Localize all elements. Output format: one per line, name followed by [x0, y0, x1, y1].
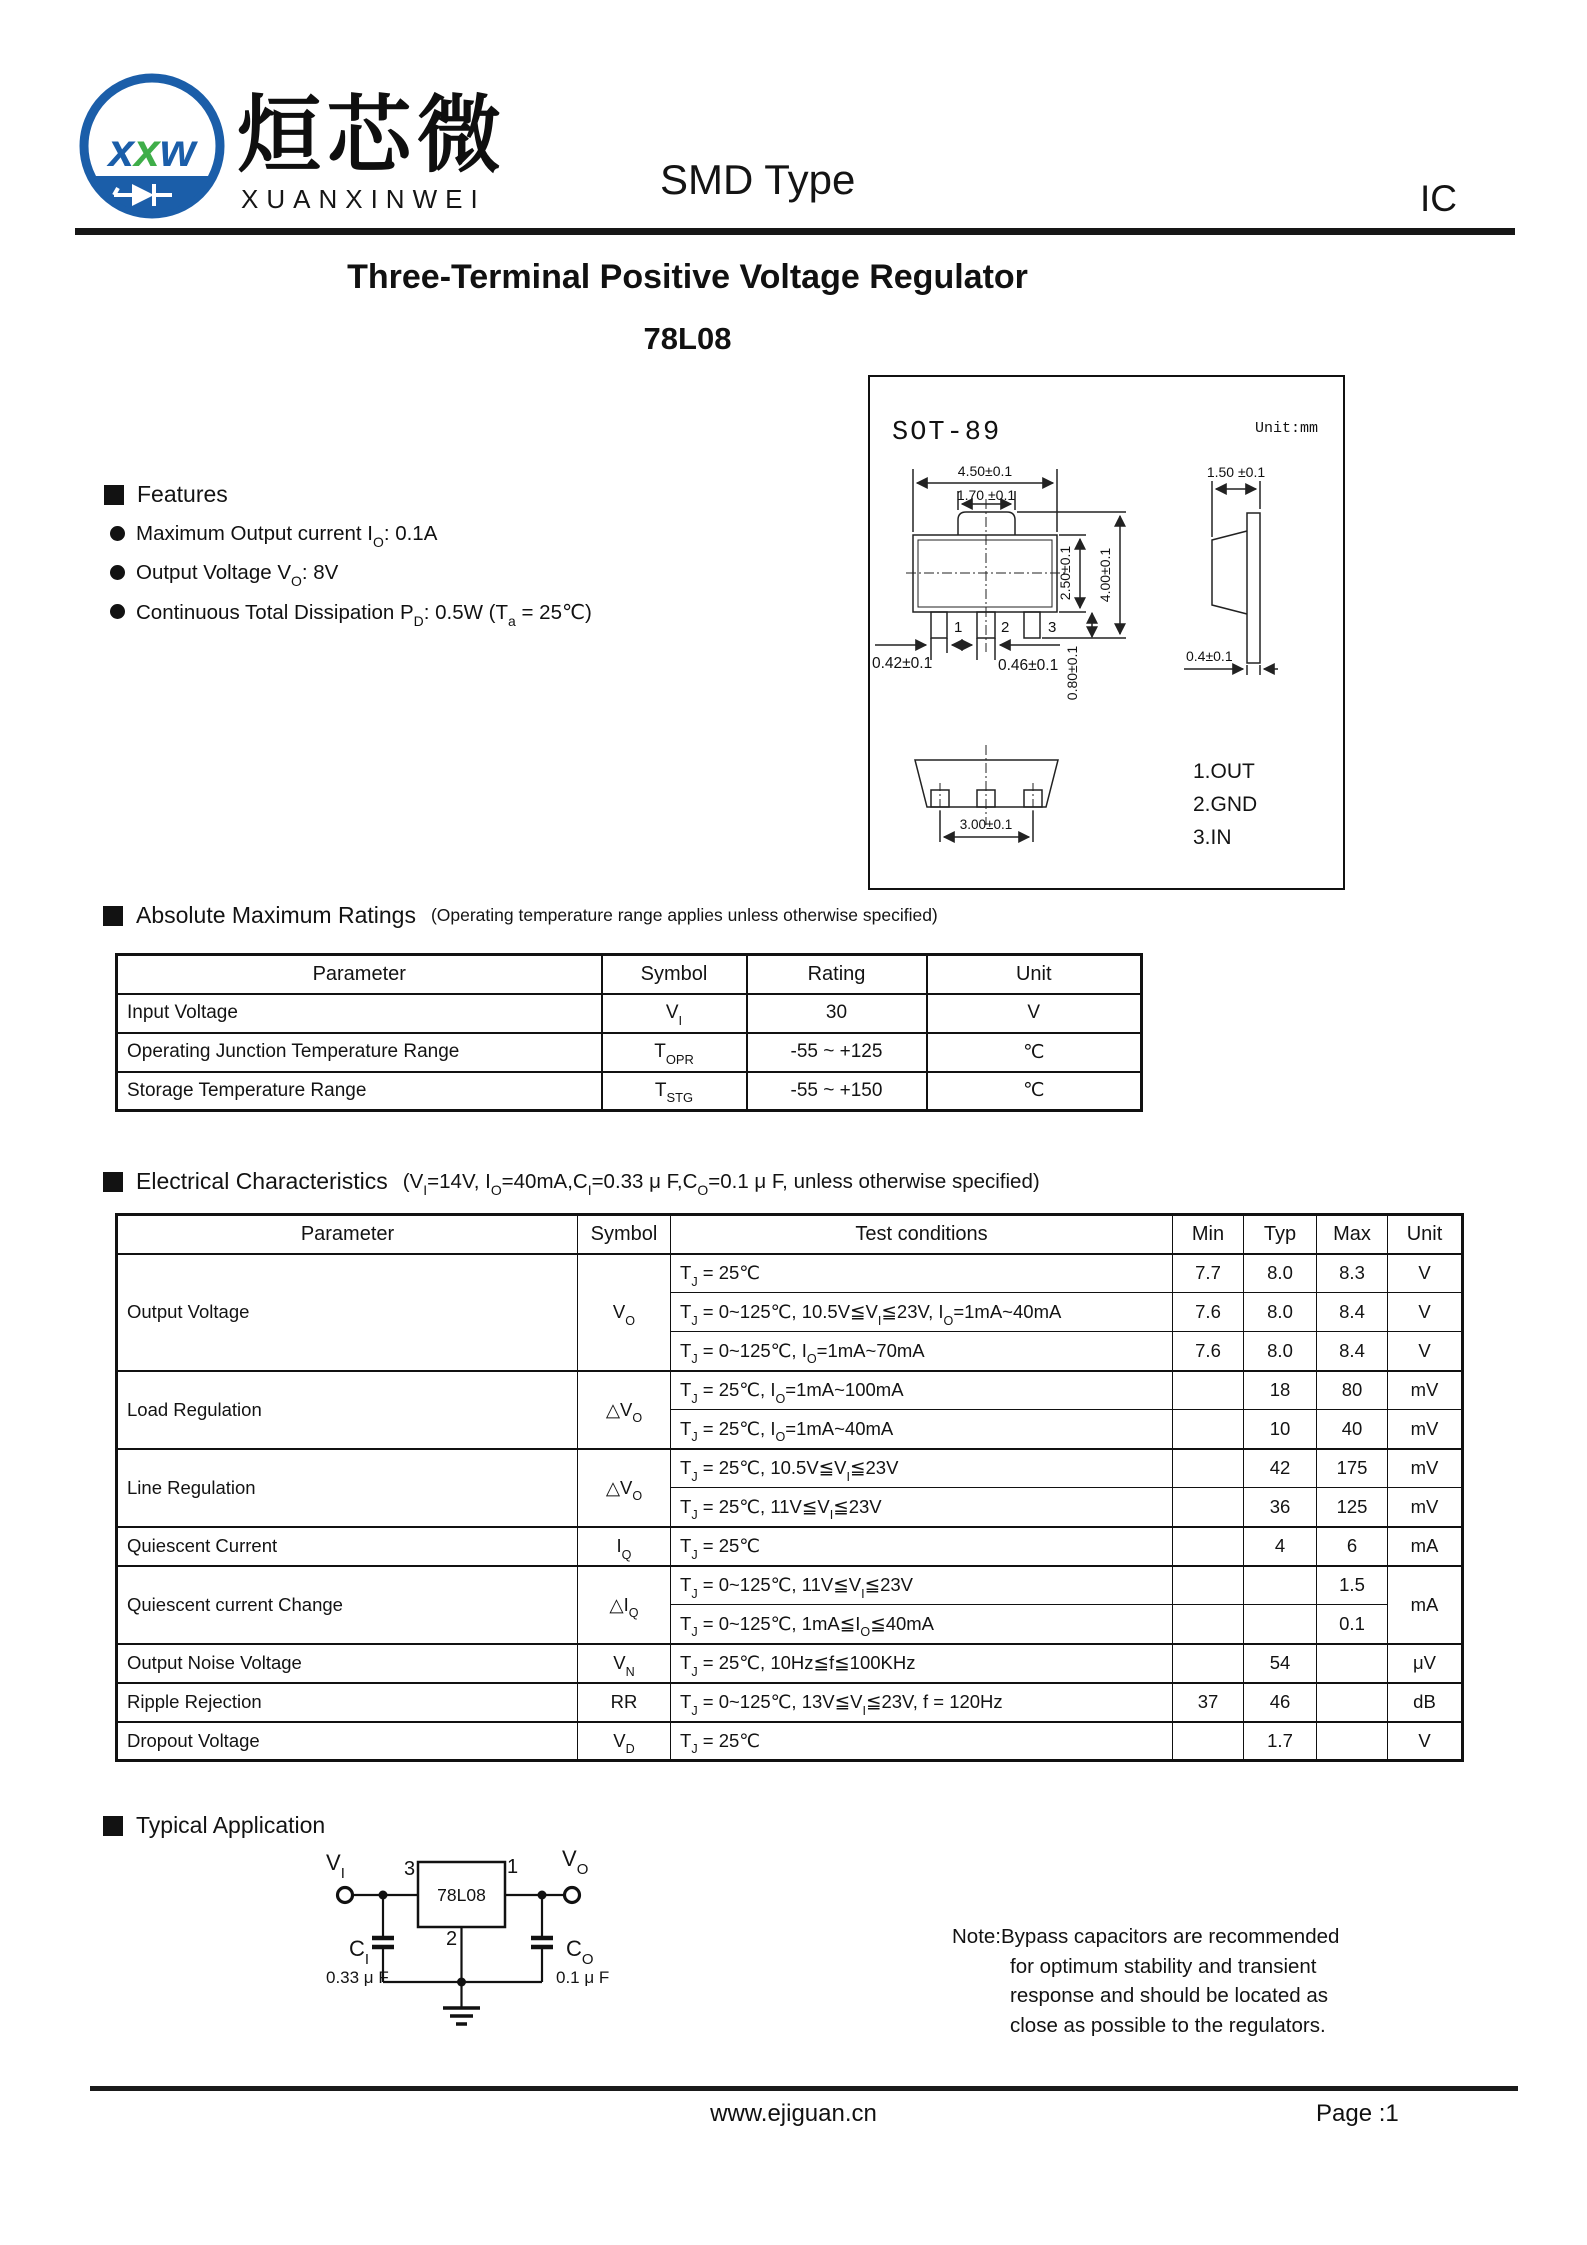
junction-dot	[538, 1891, 547, 1900]
package-side-lead	[1247, 513, 1260, 663]
cell-symbol: $V_N$	[578, 1644, 671, 1683]
cell-min	[1173, 1371, 1244, 1410]
cell-conditions: $T_J$ = 25℃	[671, 1527, 1173, 1566]
feature-item	[110, 600, 592, 630]
pin-function-gnd: 2.GND	[1193, 793, 1258, 816]
table-row	[117, 1449, 1463, 1488]
application-heading	[103, 1812, 325, 1839]
cell-typ: 8.0	[1244, 1254, 1317, 1293]
cell-min	[1173, 1410, 1244, 1449]
cell-unit: V	[1388, 1254, 1463, 1293]
elec-heading-note: ($V_I=14V$, $I_O=40mA,C_I=0.33$ μ $F,C_O=0.1$ μ F, unless otherwise specified)	[402, 1169, 1040, 1198]
part-number: 78L08	[643, 321, 732, 356]
cell-rating: -55 ~ +125	[747, 1033, 927, 1072]
junction-dot	[457, 1978, 466, 1987]
pin-in-number: 3	[404, 1858, 416, 1880]
feature-text: Maximum Output current $I_O$: 0.1A	[136, 522, 438, 551]
vout-label: $V_O$	[562, 1846, 589, 1878]
feature-item	[110, 522, 438, 551]
footer-rule	[90, 2086, 1518, 2091]
cell-symbol: $T_{OPR}$	[602, 1033, 747, 1072]
category-label: IC	[1420, 178, 1457, 219]
cell-min: 7.6	[1173, 1293, 1244, 1332]
feature-text: Output Voltage $V_O$: 8V	[136, 561, 339, 590]
vin-label: $V_I$	[326, 1850, 345, 1882]
bullet-icon	[110, 604, 125, 619]
cell-rating: -55 ~ +150	[747, 1072, 927, 1111]
footer-page-number: Page :1	[1316, 2100, 1399, 2127]
package-drawing	[870, 377, 1343, 888]
cell-unit: mV	[1388, 1449, 1463, 1488]
column-header-typ: Typ	[1244, 1215, 1317, 1254]
cell-max	[1317, 1644, 1388, 1683]
note-line: response and should be located as	[1010, 1984, 1328, 2007]
cell-symbol: $\triangle V_O$	[578, 1449, 671, 1527]
table-row	[117, 994, 1142, 1033]
cell-conditions: $T_J$ = 25℃, $I_O=1mA\sim 100mA$	[671, 1371, 1173, 1410]
feature-item	[110, 561, 339, 590]
cell-min	[1173, 1722, 1244, 1761]
elec-table	[115, 1213, 1464, 1762]
header-rule	[75, 228, 1515, 235]
cell-max	[1317, 1683, 1388, 1722]
dim-body-height: 2.50±0.1	[1057, 545, 1073, 601]
table-row	[117, 1033, 1142, 1072]
pin-number-3: 3	[1048, 619, 1057, 636]
column-header-parameter: Parameter	[117, 1215, 578, 1254]
cell-conditions: $T_J$ = 25℃, 10Hz≦f≦100KHz	[671, 1644, 1173, 1683]
unit-label: Unit:mm	[1255, 420, 1319, 437]
cell-unit: V	[1388, 1332, 1463, 1371]
dim-top-width: 4.50±0.1	[957, 463, 1013, 479]
cell-parameter: Quiescent Current	[117, 1527, 578, 1566]
company-name-chinese: 烜芯微	[237, 88, 508, 182]
elec-heading	[103, 1168, 1040, 1198]
cell-parameter: Load Regulation	[117, 1371, 578, 1449]
note-line: Note:Bypass capacitors are recommended	[952, 1925, 1340, 1948]
table-header-row	[117, 955, 1142, 994]
cell-typ: 1.7	[1244, 1722, 1317, 1761]
input-terminal	[338, 1888, 353, 1903]
cell-max: 80	[1317, 1371, 1388, 1410]
application-heading-label: Typical Application	[136, 1812, 326, 1838]
cell-conditions: $T_J$ = 25℃, $10.5V≦V_I≦23V$	[671, 1449, 1173, 1488]
cell-max: 6	[1317, 1527, 1388, 1566]
junction-dot	[379, 1891, 388, 1900]
cell-min	[1173, 1527, 1244, 1566]
column-header-unit: Unit	[927, 955, 1142, 994]
cell-min: 7.7	[1173, 1254, 1244, 1293]
column-header-max: Max	[1317, 1215, 1388, 1254]
cell-typ: 8.0	[1244, 1332, 1317, 1371]
package-pin3	[1024, 612, 1040, 638]
table-header-row	[117, 1215, 1463, 1254]
pin-function-out: 1.OUT	[1193, 760, 1255, 783]
cell-max: 8.4	[1317, 1293, 1388, 1332]
cell-typ: 8.0	[1244, 1293, 1317, 1332]
cell-typ: 46	[1244, 1683, 1317, 1722]
cell-parameter: Quiescent current Change	[117, 1566, 578, 1644]
footer-website: www.ejiguan.cn	[710, 2100, 877, 2127]
cell-unit: mV	[1388, 1410, 1463, 1449]
column-header-rating: Rating	[747, 955, 927, 994]
features-heading-label: Features	[137, 481, 228, 507]
cell-unit: V	[927, 994, 1142, 1033]
cell-unit: dB	[1388, 1683, 1463, 1722]
table-row	[117, 1371, 1463, 1410]
doc-type-label: SMD Type	[660, 156, 856, 203]
column-header-min: Min	[1173, 1215, 1244, 1254]
section-square-icon	[103, 1816, 123, 1836]
cell-typ: 4	[1244, 1527, 1317, 1566]
cell-symbol: $V_O$	[578, 1254, 671, 1371]
cell-typ	[1244, 1566, 1317, 1605]
section-square-icon	[103, 1172, 123, 1192]
abs-max-heading	[103, 902, 938, 929]
cell-max: 8.4	[1317, 1332, 1388, 1371]
cell-typ: 10	[1244, 1410, 1317, 1449]
cell-unit: mA	[1388, 1527, 1463, 1566]
cell-symbol: $I_Q$	[578, 1527, 671, 1566]
page-title: Three-Terminal Positive Voltage Regulator	[347, 258, 1028, 296]
logo-letters: xxw	[108, 124, 196, 176]
cell-unit: V	[1388, 1293, 1463, 1332]
abs-max-table	[115, 953, 1143, 1112]
note-line: close as possible to the regulators.	[1010, 2013, 1326, 2037]
cell-min	[1173, 1488, 1244, 1527]
cell-typ	[1244, 1605, 1317, 1644]
cell-symbol: RR	[578, 1683, 671, 1722]
note-line: for optimum stability and transient	[1010, 1954, 1317, 1978]
cell-max: 40	[1317, 1410, 1388, 1449]
cell-parameter: Operating Junction Temperature Range	[117, 1033, 602, 1072]
cell-max	[1317, 1722, 1388, 1761]
cell-max: 0.1	[1317, 1605, 1388, 1644]
cell-typ: 42	[1244, 1449, 1317, 1488]
cell-conditions: $T_J$ = 25℃, $I_O=1mA\sim 40mA$	[671, 1410, 1173, 1449]
regulator-part-label: 78L08	[437, 1885, 486, 1905]
table-row	[117, 1722, 1463, 1761]
pin-out-number: 1	[507, 1856, 519, 1878]
cell-max: 125	[1317, 1488, 1388, 1527]
dim-pin-width: 0.46±0.1	[998, 657, 1059, 674]
cell-max: 175	[1317, 1449, 1388, 1488]
column-header-parameter: Parameter	[117, 955, 602, 994]
package-side-body	[1212, 531, 1247, 614]
cell-unit: V	[1388, 1722, 1463, 1761]
dim-tab-width: 1.70 ±0.1	[956, 487, 1016, 503]
input-cap-label: $C_I$	[349, 1936, 370, 1968]
cell-conditions: $T_J$ = 0~125℃, $I_O=1mA\sim 70mA$	[671, 1332, 1173, 1371]
dim-total-height: 4.00±0.1	[1097, 547, 1113, 603]
header-logo	[70, 62, 610, 232]
cell-min	[1173, 1605, 1244, 1644]
package-name-label: SOT-89	[892, 418, 1002, 448]
output-cap-label: $C_O$	[566, 1936, 594, 1968]
package-pin1	[931, 612, 947, 638]
cell-parameter: Output Noise Voltage	[117, 1644, 578, 1683]
section-square-icon	[103, 906, 123, 926]
features-heading	[104, 481, 228, 508]
cell-conditions: $T_J$ = 25℃, $11V≦V_I≦23V$	[671, 1488, 1173, 1527]
pin-number-1: 1	[954, 619, 963, 636]
cell-parameter: Ripple Rejection	[117, 1683, 578, 1722]
dim-pad-span: 3.00±0.1	[959, 817, 1013, 832]
cell-conditions: $T_J$ = 0~125℃, $11V≦V_I≦23V$	[671, 1566, 1173, 1605]
cell-unit: mV	[1388, 1371, 1463, 1410]
application-note	[952, 1922, 1412, 2040]
cell-conditions: $T_J$ = 0~125℃, $1mA≦I_O≦40mA$	[671, 1605, 1173, 1644]
bullet-icon	[110, 526, 125, 541]
elec-heading-label: Electrical Characteristics	[136, 1168, 388, 1194]
company-name-english: XUANXINWEI	[241, 184, 486, 214]
pin-gnd-number: 2	[446, 1928, 458, 1950]
cell-min	[1173, 1566, 1244, 1605]
cell-parameter: Storage Temperature Range	[117, 1072, 602, 1111]
cell-unit: ℃	[927, 1033, 1142, 1072]
cell-unit: mV	[1388, 1488, 1463, 1527]
output-cap-value: 0.1 μ F	[556, 1968, 610, 1987]
cell-unit: ℃	[927, 1072, 1142, 1111]
cell-max: 8.3	[1317, 1254, 1388, 1293]
feature-text: Continuous Total Dissipation $P_D$: 0.5W ($T_a$ = 25℃)	[136, 601, 592, 630]
pin-function-in: 3.IN	[1193, 826, 1232, 849]
dim-pin-offset: 0.42±0.1	[872, 655, 933, 672]
cell-symbol: $V_I$	[602, 994, 747, 1033]
cell-typ: 18	[1244, 1371, 1317, 1410]
table-row	[117, 1683, 1463, 1722]
cell-parameter: Output Voltage	[117, 1254, 578, 1371]
cell-symbol: $T_{STG}$	[602, 1072, 747, 1111]
cell-parameter: Line Regulation	[117, 1449, 578, 1527]
cell-conditions: $T_J$ = 0~125℃, $10.5V≦V_I≦23V$, $I_O=1mA\sim 40mA$	[671, 1293, 1173, 1332]
column-header-symbol: Symbol	[578, 1215, 671, 1254]
table-row	[117, 1072, 1142, 1111]
cell-min: 37	[1173, 1683, 1244, 1722]
cell-symbol: $\triangle V_O$	[578, 1371, 671, 1449]
cell-unit: mA	[1388, 1566, 1463, 1644]
cell-symbol: $\triangle I_Q$	[578, 1566, 671, 1644]
cell-rating: 30	[747, 994, 927, 1033]
cell-min	[1173, 1644, 1244, 1683]
cell-typ: 54	[1244, 1644, 1317, 1683]
dim-side-width: 1.50 ±0.1	[1206, 464, 1266, 480]
cell-unit: μV	[1388, 1644, 1463, 1683]
input-cap-value: 0.33 μ F	[326, 1968, 389, 1987]
column-header-conditions: Test conditions	[671, 1215, 1173, 1254]
cell-min	[1173, 1449, 1244, 1488]
cell-conditions: $T_J$ = 0~125℃, $13V≦V_I≦23V$, f = 120Hz	[671, 1683, 1173, 1722]
abs-max-heading-note: (Operating temperature range applies unless otherwise specified)	[430, 905, 938, 925]
cell-max: 1.5	[1317, 1566, 1388, 1605]
cell-min: 7.6	[1173, 1332, 1244, 1371]
dim-side-thickness: 0.4±0.1	[1186, 648, 1233, 664]
cell-parameter: Input Voltage	[117, 994, 602, 1033]
output-terminal	[565, 1888, 580, 1903]
package-diagram-box	[868, 375, 1345, 890]
cell-conditions: $T_J$ = 25℃	[671, 1254, 1173, 1293]
table-row	[117, 1566, 1463, 1605]
bullet-icon	[110, 565, 125, 580]
table-row	[117, 1527, 1463, 1566]
table-row	[117, 1254, 1463, 1293]
cell-symbol: $V_D$	[578, 1722, 671, 1761]
logo-mark	[70, 62, 235, 230]
cell-typ: 36	[1244, 1488, 1317, 1527]
cell-parameter: Dropout Voltage	[117, 1722, 578, 1761]
section-square-icon	[104, 485, 124, 505]
column-header-symbol: Symbol	[602, 955, 747, 994]
pin-number-2: 2	[1001, 619, 1010, 636]
dim-pin-length: 0.80±0.1	[1064, 645, 1080, 701]
table-row	[117, 1644, 1463, 1683]
column-header-unit: Unit	[1388, 1215, 1463, 1254]
cell-conditions: $T_J$ = 25℃	[671, 1722, 1173, 1761]
abs-max-heading-label: Absolute Maximum Ratings	[136, 902, 416, 928]
